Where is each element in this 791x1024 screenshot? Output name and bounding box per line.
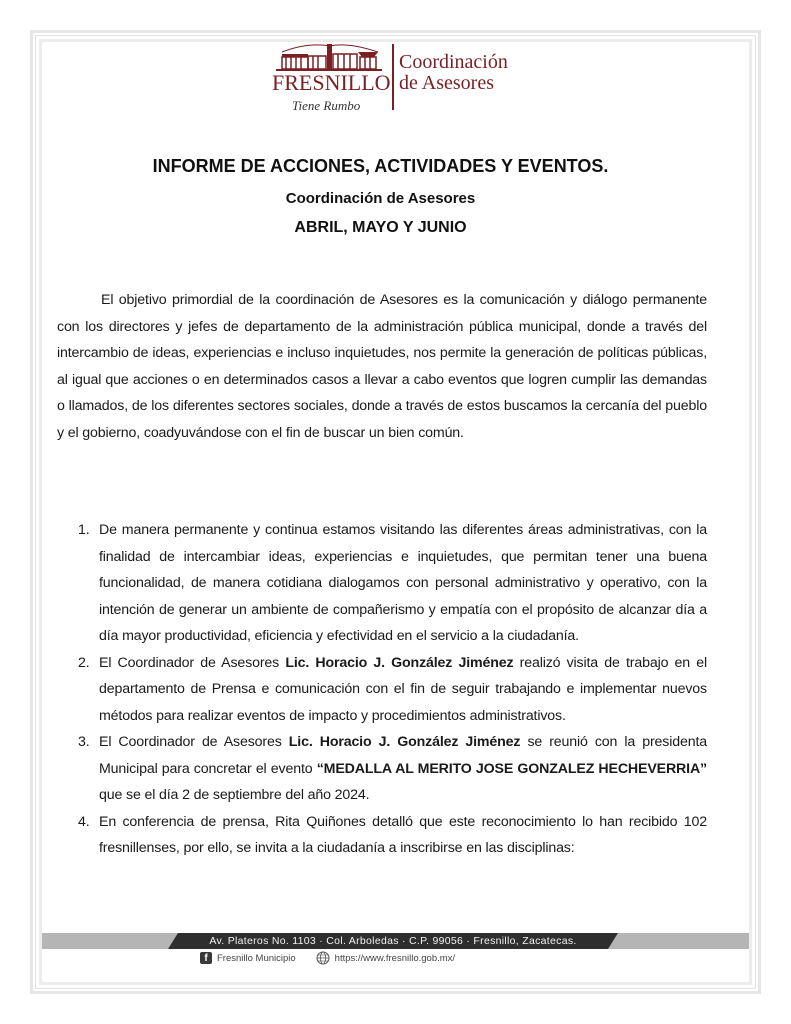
list-item [78, 517, 707, 650]
document-title: INFORME DE ACCIONES, ACTIVIDADES Y EVENTOS. [152, 156, 609, 176]
list-item-number: 4. [78, 813, 90, 830]
logo-city-name: FRESNILLO [272, 70, 391, 95]
list-item-text: De manera permanente y continua estamos visitando las diferentes áreas administrativas, con la finalidad de intercambiar ideas, experiencias e inquietudes, que permitan tener una buena funcionalidad, de manera cotidiana dialogamos con personal administrativo y operativo, con la intención de generar un ambiente de compañerismo y empatía con el propósito de alcanzar día a día mayor productividad, eficiencia y efectividad en el servicio a la ciudadanía. [99, 522, 707, 644]
footer-address: Av. Plateros No. 1103 · Col. Arboledas · C.P. 99056 · Fresnillo, Zacatecas. [209, 935, 577, 947]
list-item [78, 729, 707, 809]
document-period: ABRIL, MAYO Y JUNIO [294, 219, 467, 236]
coordinator-name: Lic. Horacio J. González Jiménez [285, 654, 514, 671]
document-subtitle: Coordinación de Asesores [285, 190, 476, 207]
header-logo [268, 40, 528, 120]
list-item-text-pre: El Coordinador de Asesores [99, 654, 286, 671]
list-item-number: 1. [78, 522, 90, 538]
logo-department [399, 52, 508, 94]
globe-icon [316, 951, 330, 965]
list-item-number: 2. [78, 654, 90, 671]
facebook-label[interactable]: Fresnillo Municipio [217, 952, 296, 964]
coordinator-name: Lic. Horacio J. González Jiménez [288, 734, 521, 750]
list-item-text-pre: El Coordinador de Asesores [99, 734, 289, 750]
list-item-text-mid: se reunió con la presidenta Municipal para concretar el evento [99, 734, 707, 777]
intro-paragraph [57, 287, 707, 446]
list-item-text-post: realizó visita de trabajo en el departamento de Prensa e comunicación con el fin de seguir trabajando e implementar nuevos métodos para realizar eventos de impacto y procedimientos administrativos. [99, 654, 707, 724]
footer-links [200, 951, 455, 965]
logo-department-line2: de Asesores [399, 72, 494, 94]
logo-department-line1: Coordinación [399, 51, 508, 73]
logo-tagline: Tiene Rumbo [292, 98, 361, 113]
activities-list [78, 517, 707, 862]
list-item-number: 3. [78, 734, 90, 750]
event-name: “MEDALLA AL MERITO JOSE GONZALEZ HECHEVERRIA” [316, 760, 707, 777]
list-item-text-post: que se el día 2 de septiembre del año 2024. [99, 787, 370, 803]
website-link[interactable]: https://www.fresnillo.gob.mx/ [334, 952, 456, 964]
intro-text: El objetivo primordial de la coordinación de Asesores es la comunicación y diálogo permanente con los directores y jefes de departamento de la administración pública municipal, donde a través del intercambio de ideas, experiencias e incluso inquietudes, nos permite la generación de políticas públicas, al igual que acciones o en determinados casos a llevar a cabo eventos que logren cumplir las demandas o llamados, de los diferentes sectores sociales, donde a través de estos buscamos la cercanía del pueblo y el gobierno, coadyuvándose con el fin de buscar un bien común. [57, 292, 707, 441]
list-item [78, 650, 707, 730]
list-item-text: En conferencia de prensa, Rita Quiñones detalló que este reconocimiento lo han recibido 102 fresnillenses, por ello, se invita a la ciudadanía a inscribirse en las disciplinas: [99, 813, 707, 856]
logo-divider [392, 44, 394, 110]
facebook-icon: f [200, 952, 212, 964]
list-item [78, 809, 707, 862]
